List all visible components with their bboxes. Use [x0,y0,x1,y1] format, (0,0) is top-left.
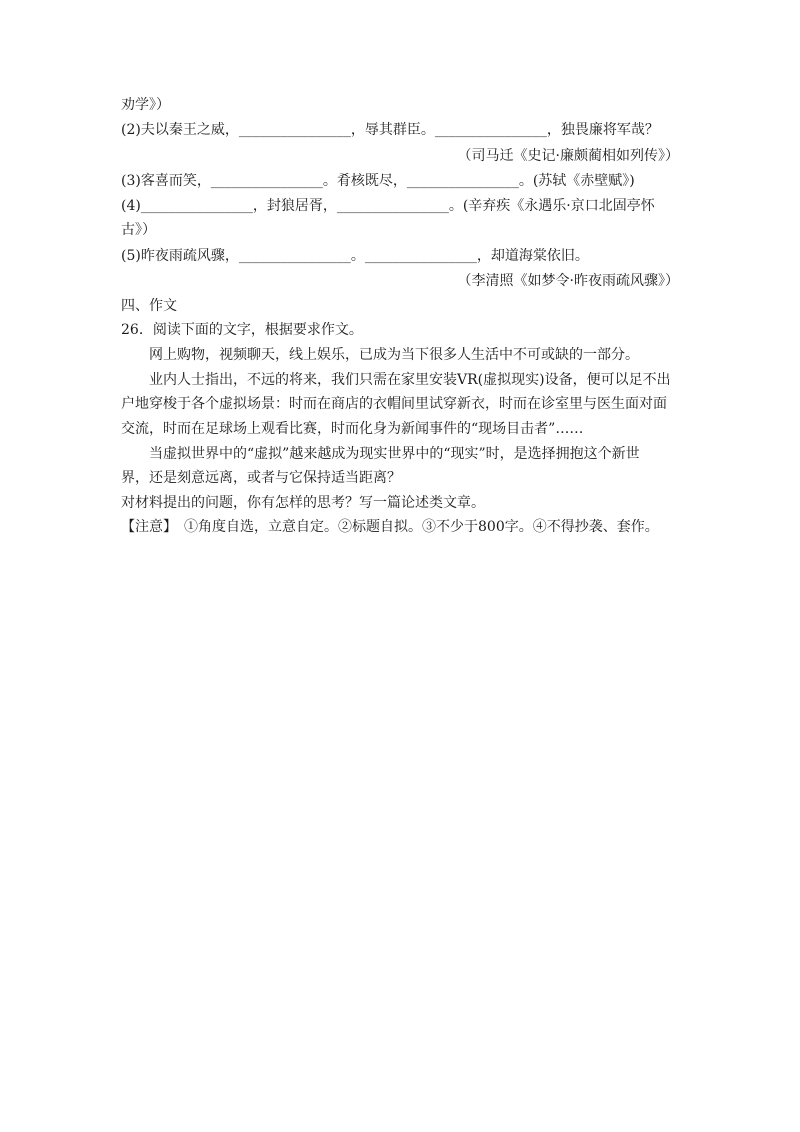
question-5: (5)昨夜雨疏风骤，________________。________________，却道海棠依旧。 [121,248,589,264]
question-3: (3)客喜而笑，________________。肴核既尽，________________。(苏轼《赤壁赋》) [121,173,635,189]
essay-paragraph-2-line-1: 业内人士指出，不远的将来，我们只需在家里安装VR(虚拟现实)设备，便可以足不出 [149,372,671,388]
q1-continuation: 劝学》） [121,97,170,113]
essay-paragraph-2-line-2: 户地穿梭于各个虚拟场景：时而在商店的衣帽间里试穿新衣，时而在诊室里与医生面对面 [121,396,667,412]
question-2: (2)夫以秦王之威，________________，辱其群臣。________________，独畏廉将军哉？ [121,122,659,138]
section-heading: 四、作文 [121,298,177,314]
essay-paragraph-2-line-3: 交流，时而在足球场上观看比赛，时而化身为新闻事件的“现场目击者”…… [121,421,584,437]
essay-prompt: 26．阅读下面的文字，根据要求作文。 [121,322,363,338]
essay-paragraph-3-line-2: 界，还是刻意远离，或者与它保持适当距离？ [121,470,401,486]
essay-note: 【注意】 ①角度自选，立意自定。②标题自拟。③不少于800字。④不得抄袭、套作。 [121,519,659,535]
question-4-line-2: 古》） [121,222,156,238]
essay-question: 对材料提出的问题，你有怎样的思考？写一篇论述类文章。 [121,495,485,511]
essay-paragraph-1: 网上购物，视频聊天，线上娱乐，已成为当下很多人生活中不可或缺的一部分。 [149,347,639,363]
question-4-line-1: (4)________________，封狼居胥，________________。(辛弃疾《永遇乐·京口北固亭怀 [121,198,655,214]
question-2-source: （司马迁《史记·廉颇蔺相如列传》） [457,148,679,164]
question-5-source: （李清照《如梦令·昨夜雨疏风骤》） [457,273,679,289]
essay-paragraph-3-line-1: 当虚拟世界中的“虚拟”越来越成为现实世界中的“现实”时，是选择拥抱这个新世 [149,446,640,462]
